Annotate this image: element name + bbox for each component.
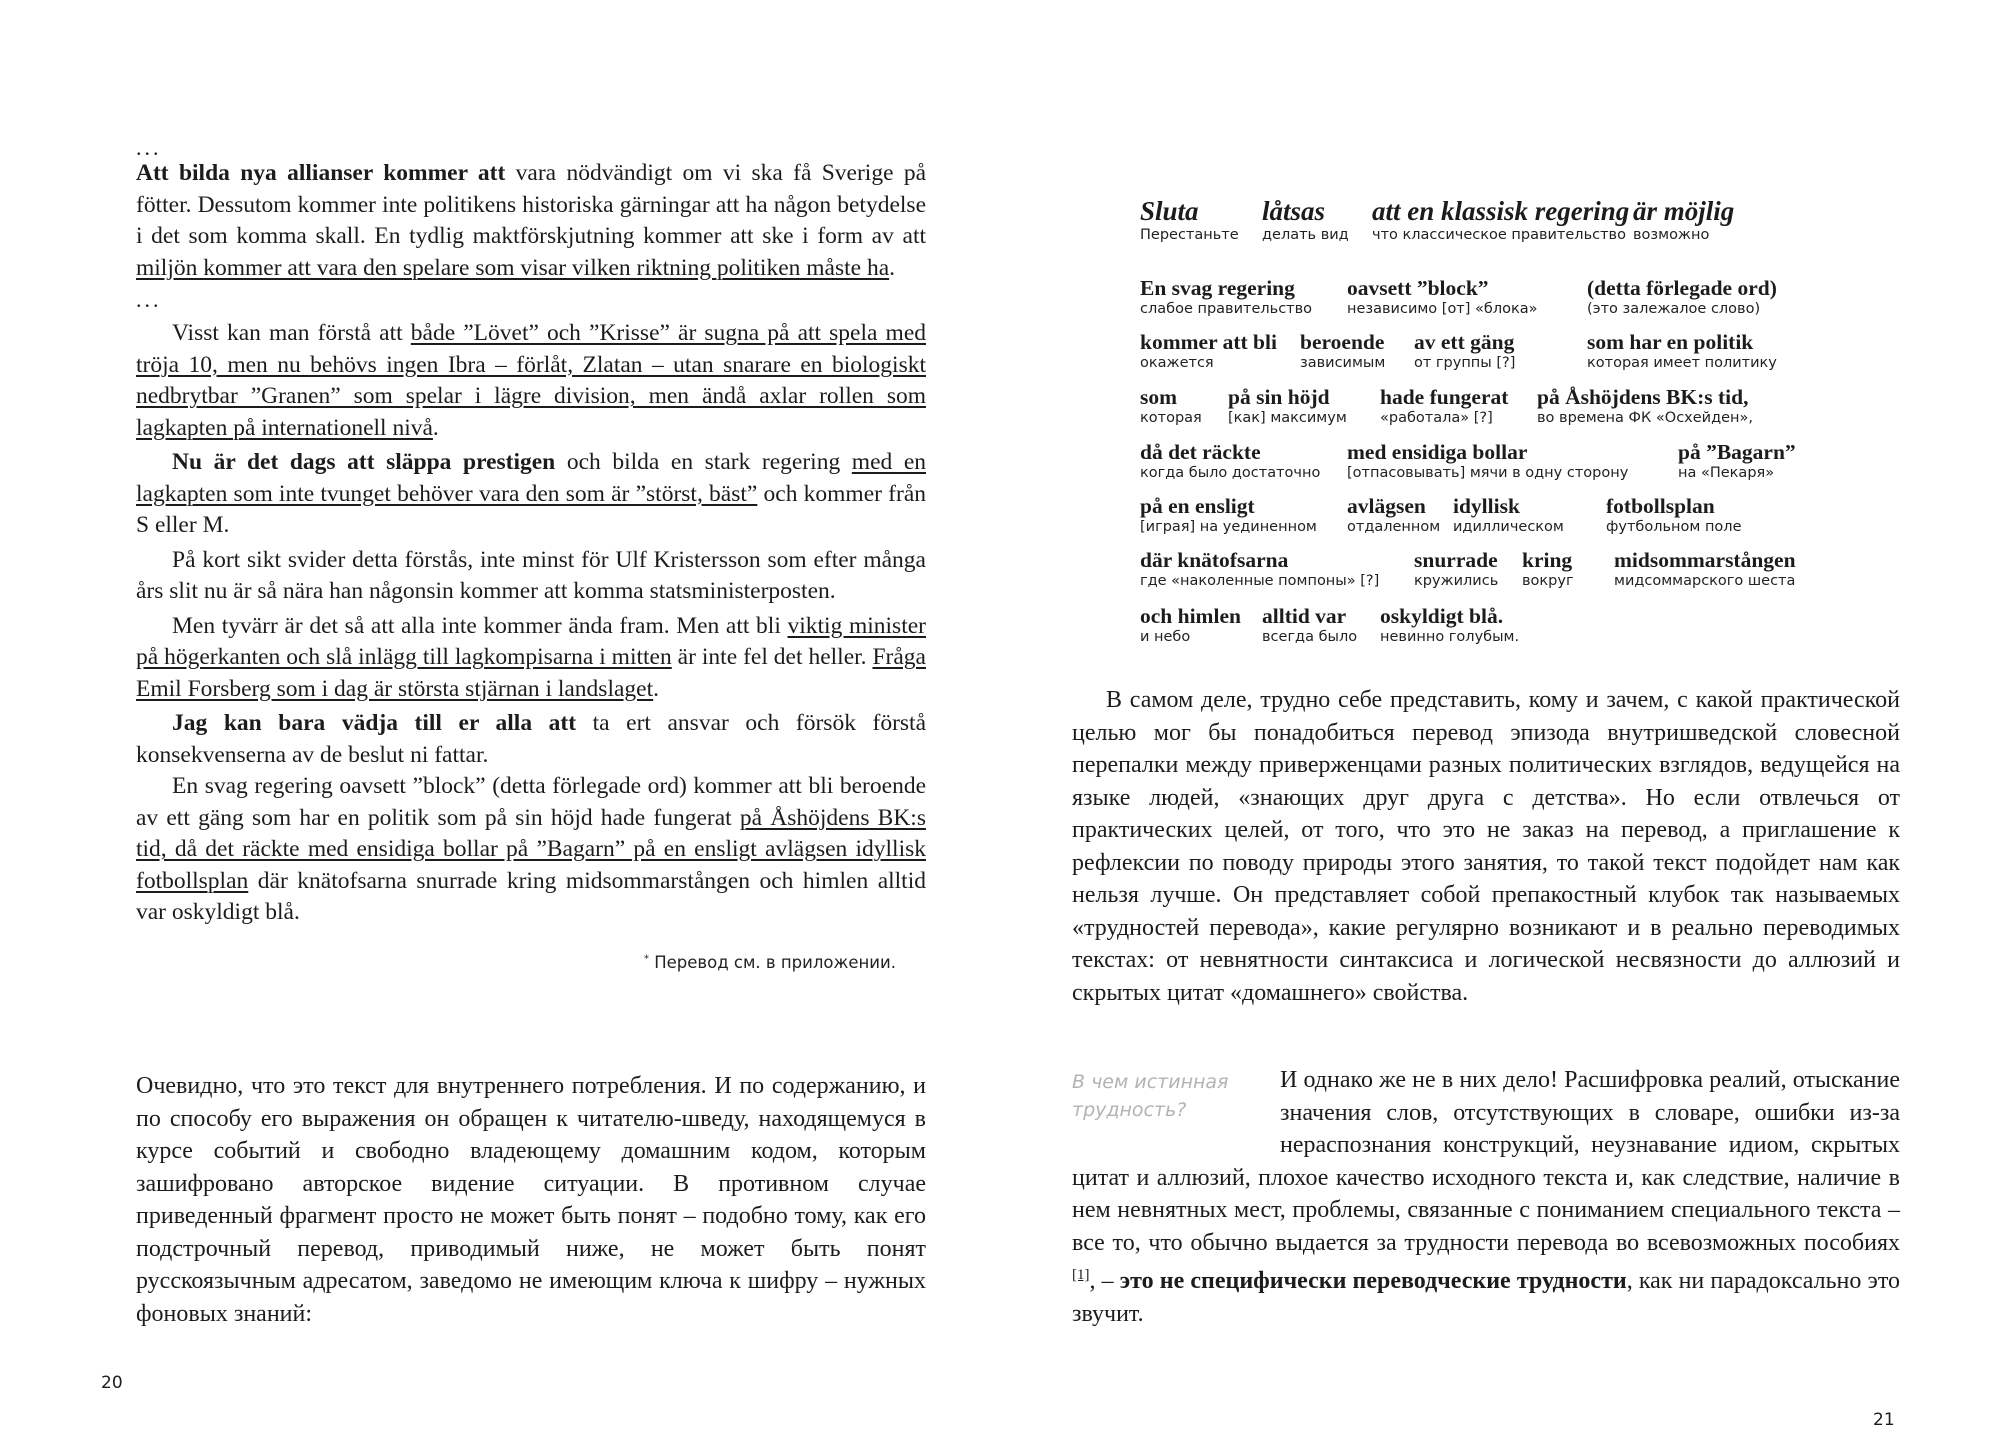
gloss-item: (detta förlegade ord) (это залежалое слово) [1587,276,1777,317]
quote-paragraph-2: Visst kan man förstå att både ”Lövet” och ”Krisse” är sugna på att spela med tröja 10, men nu behövs ingen Ibra – förlåt, Zlatan – utan snarare en biologiskt nedbrytbar ”Granen” som spelar i lägre division, men ändå axlar rollen som lagkapten på internationell nivå. [136,320,927,441]
gloss-item: som которая [1140,385,1202,426]
gloss-item: kring вокруг [1522,548,1574,589]
margin-note: В чем истинная трудность? [1072,1071,1229,1121]
russian-paragraph: В самом деле, трудно себе представить, кому и зачем, с какой практической целью мог бы понадобиться перевод эпизода внутришведской словесной перепалки между приверженцами разных политических взглядов, ведущейся на языке людей, «знающих друг друга с детства». Но если отвлечься от практических целей, от того, что это не заказ на перевод, а приглашение к рефлексии по поводу природы этого занятия, то такой текст подойдет нам как нельзя лучше. Он представляет собой препакостный клубок так называемых «трудностей перевода», какие регулярно возникают и в реально переводимых текстах: от невнятности синтаксиса и логической несвязности до аллюзий и скрытых цитат «домашнего» свойства. [1072,687,1900,1006]
gloss-item: att en klassisk regering что классическое правительство [1372,196,1630,243]
page-number-right: 21 [1873,1410,1895,1430]
russian-paragraph: И однако же не в них дело! Расшифровка реалий, отыскание значения слов, отсутствующих в словаре, ошибки из-за нераспознания конструкций, неузнавание идиом, скрытых цитат и аллюзий, плохое качество исходного текста и, как следствие, наличие в нем невнятных мест, проблемы, связанные с пониманием специального текста – все то, что обычно выдается за трудности перевода во всевозможных пособиях [1], – это не специфически переводческие трудности, как ни парадоксально это звучит. [1072,1067,1901,1327]
gloss-item: där knätofsarna где «наколенные помпоны» [?] [1140,548,1380,589]
gloss-item: hade fungerat «работала» [?] [1380,385,1509,426]
page-number-left: 20 [101,1373,123,1393]
gloss-item: då det räckte когда было достаточно [1140,440,1321,481]
right-russian-text-1 [1072,684,1900,1009]
gloss-item: avlägsen отдаленном [1347,494,1441,535]
right-page [1000,0,2000,1451]
gloss-item: med ensidiga bollar [отпасовывать] мячи в одну сторону [1347,440,1629,481]
quote-paragraph-4: På kort sikt svider detta förstås, inte minst för Ulf Kristersson som efter många års slit nu är så nära han någonsin kommer att komma statsministerposten. [136,546,926,604]
quote-paragraph-1: Att bilda nya allianser kommer att vara nödvändigt om vi ska få Sverige på fötter. Dessutom kommer inte politikens historiska gärningar att ha någon betydelse i det som komma skall. En tydlig maktförskjutning kommer att ske i form av att miljön kommer att vara den spelare som visar vilken riktning politiken måste ha. [136,160,927,281]
quote-paragraph-7: En svag regering oavsett ”block” (detta förlegade ord) kommer att bli beroende av ett gäng som har en politik som på sin höjd hade fungerat på Åshöjdens BK:s tid, då det räckte med ensidiga bollar på ”Bagarn” på en ensligt avlägsen idyllisk fotbollsplan där knätofsarna snurrade kring midsommarstången och himlen alltid var oskyldigt blå. [136,773,926,925]
gloss-item: är möjlig возможно [1633,196,1735,243]
ellipsis: ... [136,135,162,160]
gloss-item: av ett gäng от группы [?] [1414,330,1516,371]
left-russian-text [136,1070,926,1330]
gloss-item: fotbollsplan футбольном поле [1606,494,1742,535]
gloss-item: som har en politik которая имеет политику [1587,330,1777,371]
gloss-item: på Åshöjdens BK:s tid, во времена ФК «Осхейден», [1537,385,1754,426]
interlinear-gloss [1140,196,1900,666]
gloss-item: på sin höjd [как] максимум [1228,385,1347,426]
gloss-item: på en ensligt [играя] на уединенном [1140,494,1317,535]
gloss-item: låtsas делать вид [1262,196,1349,243]
footnote-reference-link[interactable]: [1] [1072,1267,1090,1283]
quote-paragraph-5: Men tyvärr är det så att alla inte kommer ända fram. Men att bli viktig minister på högerkanten och slå inlägg till lagkompisarna i mitten är inte fel det heller. Fråga Emil Forsberg som i dag är största stjärnan i landslaget. [136,612,926,702]
gloss-item: på ”Bagarn” на «Пекаря» [1678,440,1796,481]
gloss-item: snurrade кружились [1414,548,1499,589]
gloss-item: Sluta Перестаньте [1140,196,1239,243]
gloss-item: alltid var всегда было [1262,604,1358,645]
right-russian-text-2 [1072,1064,1900,1330]
ellipsis: ... [136,287,162,312]
gloss-item: kommer att bli окажется [1140,330,1277,371]
gloss-item: midsommarstången мидсоммарского шеста [1614,548,1796,589]
gloss-item: oavsett ”block” независимо [от] «блока» [1347,276,1538,317]
russian-paragraph: Очевидно, что это текст для внутреннего потребления. И по содержанию, и по способу его выражения он обращен к читателю-шведу, находящемуся в курсе событий и свободно владеющему домашним кодом, которым зашифровано авторское видение ситуации. В противном случае приведенный фрагмент просто не может быть понят – подобно тому, как его подстрочный перевод, приводимый ниже, не может быть понят русскоязычным адресатом, заведомо не имеющим ключа к шифру – нужных фоновых знаний: [136,1073,926,1327]
gloss-item: beroende зависимым [1300,330,1386,371]
footnote: * Перевод см. в приложении. [643,952,896,972]
gloss-item: och himlen и небо [1140,604,1241,645]
gloss-item: En svag regering слабое правительство [1140,276,1313,317]
swedish-quote [136,135,927,972]
gloss-item: oskyldigt blå. невинно голубым. [1380,604,1520,645]
quote-paragraph-6: Jag kan bara vädja till er alla att ta ert ansvar och försök förstå konsekvenserna av de beslut ni fattar. [136,710,927,768]
quote-paragraph-3: Nu är det dags att släppa prestigen och bilda en stark regering med en lagkapten som inte tvunget behöver vara den som är ”störst, bäst” och kommer från S eller M. [136,449,927,538]
gloss-item: idyllisk идиллическом [1453,494,1564,535]
